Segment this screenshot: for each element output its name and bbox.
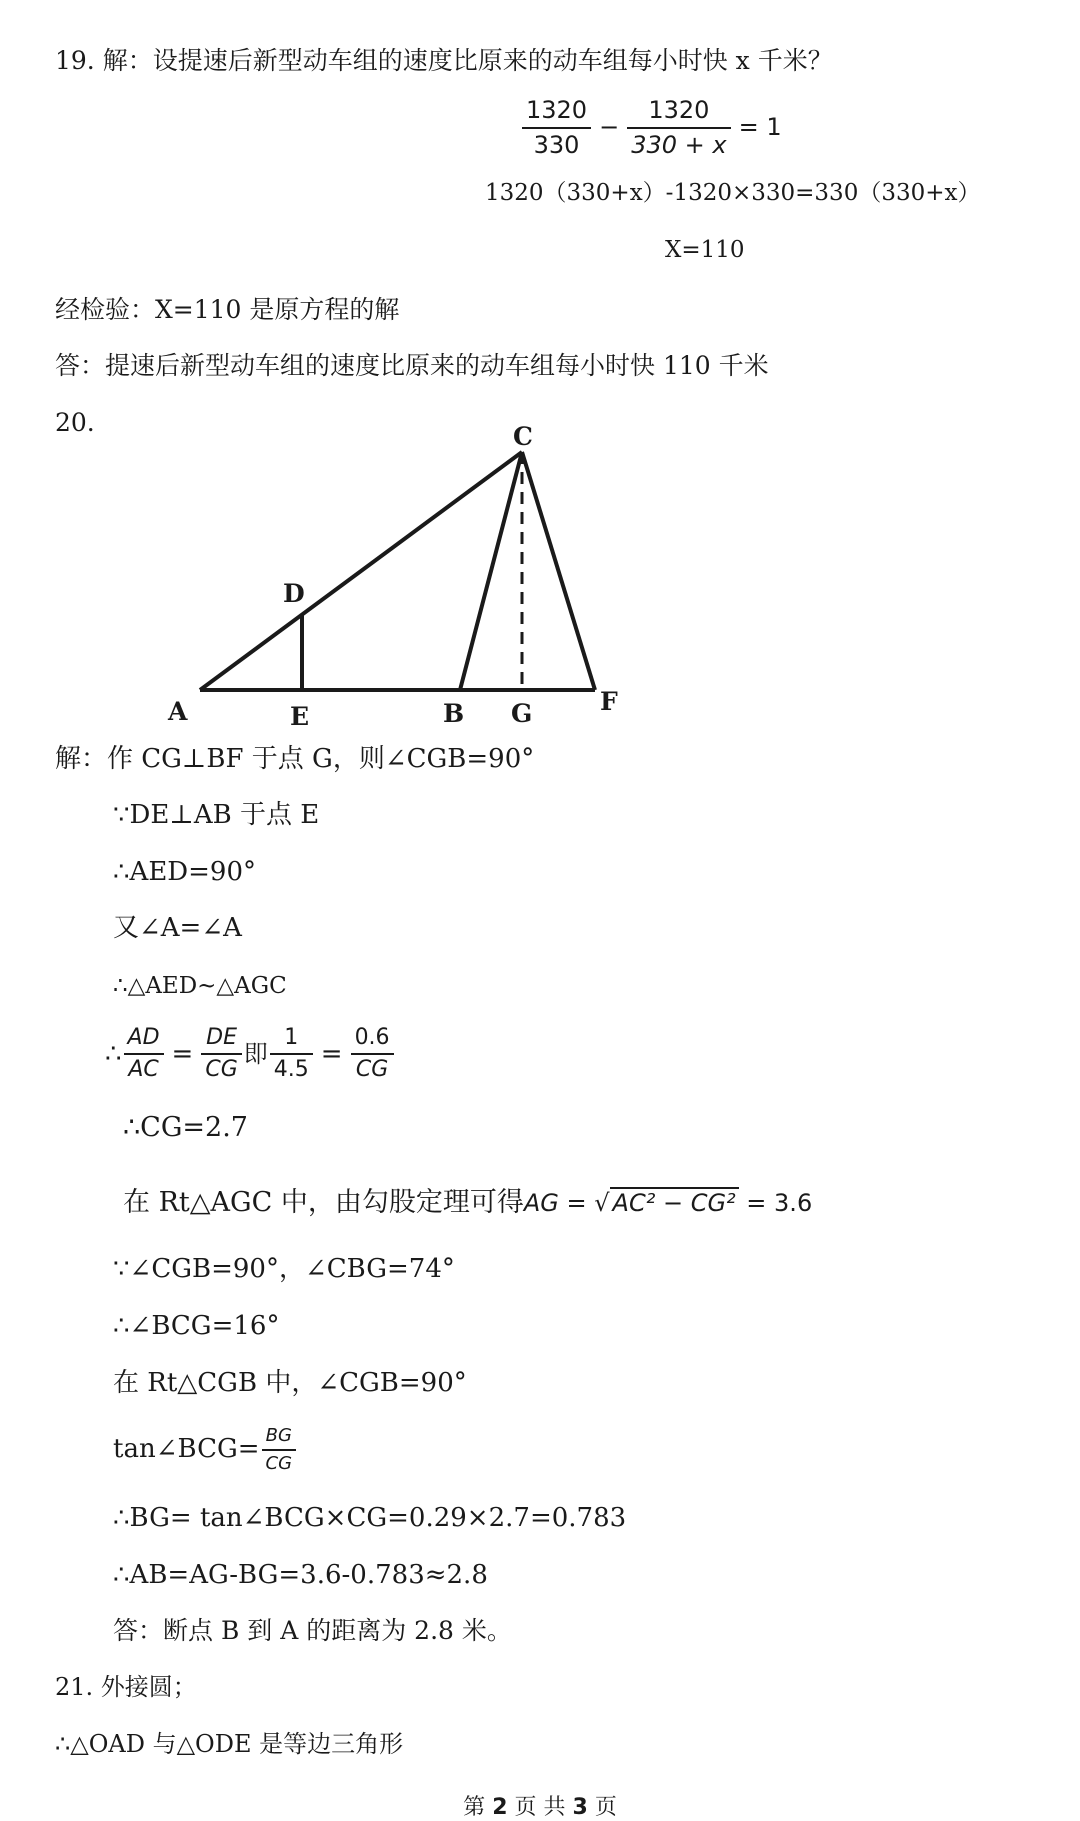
q21-line-1: 21. 外接圆； [55, 1673, 197, 1701]
therefore-sign: ∴ [105, 1038, 122, 1069]
q20-line-9: ∵∠CGB=90°，∠CBG=74° [113, 1254, 455, 1284]
total-pages: 3 [572, 1795, 588, 1820]
ag-result: = 3.6 [738, 1189, 813, 1217]
connector-text: 即 [243, 1039, 268, 1068]
fraction [262, 1425, 297, 1474]
minus-sign: − [599, 113, 620, 142]
radicand: AC² − CG² [610, 1187, 739, 1217]
denominator: AC [128, 1057, 159, 1083]
fraction [201, 1025, 241, 1084]
q20-line-5: ∴△AED~△AGC [113, 973, 287, 999]
current-page: 2 [492, 1795, 508, 1820]
ag-lhs: AG = [523, 1189, 595, 1217]
numerator: 0.6 [351, 1025, 394, 1055]
q20-number: 20. [55, 408, 95, 437]
q20-line-3: ∴AED=90° [113, 857, 257, 887]
label-c: C [513, 422, 533, 451]
q20-line-1: 解：作 CG⊥BF 于点 G，则∠CGB=90° [55, 744, 535, 774]
numerator: BG [262, 1425, 297, 1451]
fraction [351, 1025, 394, 1084]
q21-line-2: ∴△OAD 与△ODE 是等边三角形 [55, 1730, 404, 1758]
numerator: 1 [270, 1025, 313, 1055]
denominator: 330 + x [631, 130, 727, 159]
line-ac [200, 452, 522, 690]
q20-line-14: ∴AB=AG-BG=3.6-0.783≈2.8 [113, 1560, 488, 1590]
label-d: D [283, 579, 305, 608]
q19-equation-2: 1320（330+x）-1320×330=330（330+x） [485, 180, 981, 206]
denominator: 4.5 [273, 1057, 309, 1083]
label-a: A [168, 697, 188, 726]
q20-line-8 [123, 1187, 812, 1219]
numerator: 1320 [627, 96, 730, 129]
denominator: CG [265, 1452, 293, 1474]
q20-line-10: ∴∠BCG=16° [113, 1311, 280, 1341]
fraction [270, 1025, 313, 1084]
footer-prefix: 第 [463, 1795, 486, 1820]
q20-line-6 [105, 1025, 396, 1084]
q20-geometry-figure [0, 0, 1080, 740]
fraction [124, 1025, 164, 1084]
label-e: E [290, 702, 310, 731]
numerator: AD [124, 1025, 164, 1055]
footer-middle: 页 共 [514, 1795, 566, 1820]
denominator: 330 [533, 130, 580, 159]
q19-intro: 19. 解：设提速后新型动车组的速度比原来的动车组每小时快 x 千米？ [55, 46, 833, 75]
tan-prefix: tan∠BCG= [113, 1434, 260, 1464]
label-g: G [511, 699, 533, 728]
page-footer [0, 1790, 1080, 1821]
q20-line-11: 在 Rt△CGB 中，∠CGB=90° [113, 1368, 467, 1398]
q20-answer: 答：断点 B 到 A 的距离为 2.8 米。 [113, 1616, 512, 1645]
footer-suffix: 页 [594, 1795, 617, 1820]
pythagoras-text: 在 Rt△AGC 中，由勾股定理可得 [123, 1187, 524, 1218]
q19-check: 经检验：X=110 是原方程的解 [55, 295, 400, 324]
equals-one: = 1 [738, 113, 782, 142]
q19-solution: X=110 [665, 237, 745, 263]
equals-sign: = [171, 1038, 194, 1069]
denominator: CG [355, 1057, 389, 1083]
line-cb [460, 452, 522, 690]
radical-sign: √ [594, 1189, 610, 1217]
equals-sign: = [320, 1038, 343, 1069]
q20-line-4: 又∠A=∠A [113, 913, 242, 943]
label-b: B [443, 699, 465, 728]
numerator: 1320 [522, 96, 591, 129]
q20-line-13: ∴BG= tan∠BCG×CG=0.29×2.7=0.783 [113, 1503, 627, 1533]
denominator: CG [205, 1057, 238, 1083]
line-cf [522, 452, 595, 690]
q20-line-7: ∴CG=2.7 [123, 1112, 248, 1143]
label-f: F [600, 687, 618, 716]
numerator: DE [201, 1025, 241, 1055]
q20-line-2: ∵DE⊥AB 于点 E [113, 800, 320, 830]
q20-line-12 [113, 1425, 298, 1474]
q19-answer: 答：提速后新型动车组的速度比原来的动车组每小时快 110 千米 [55, 351, 769, 380]
